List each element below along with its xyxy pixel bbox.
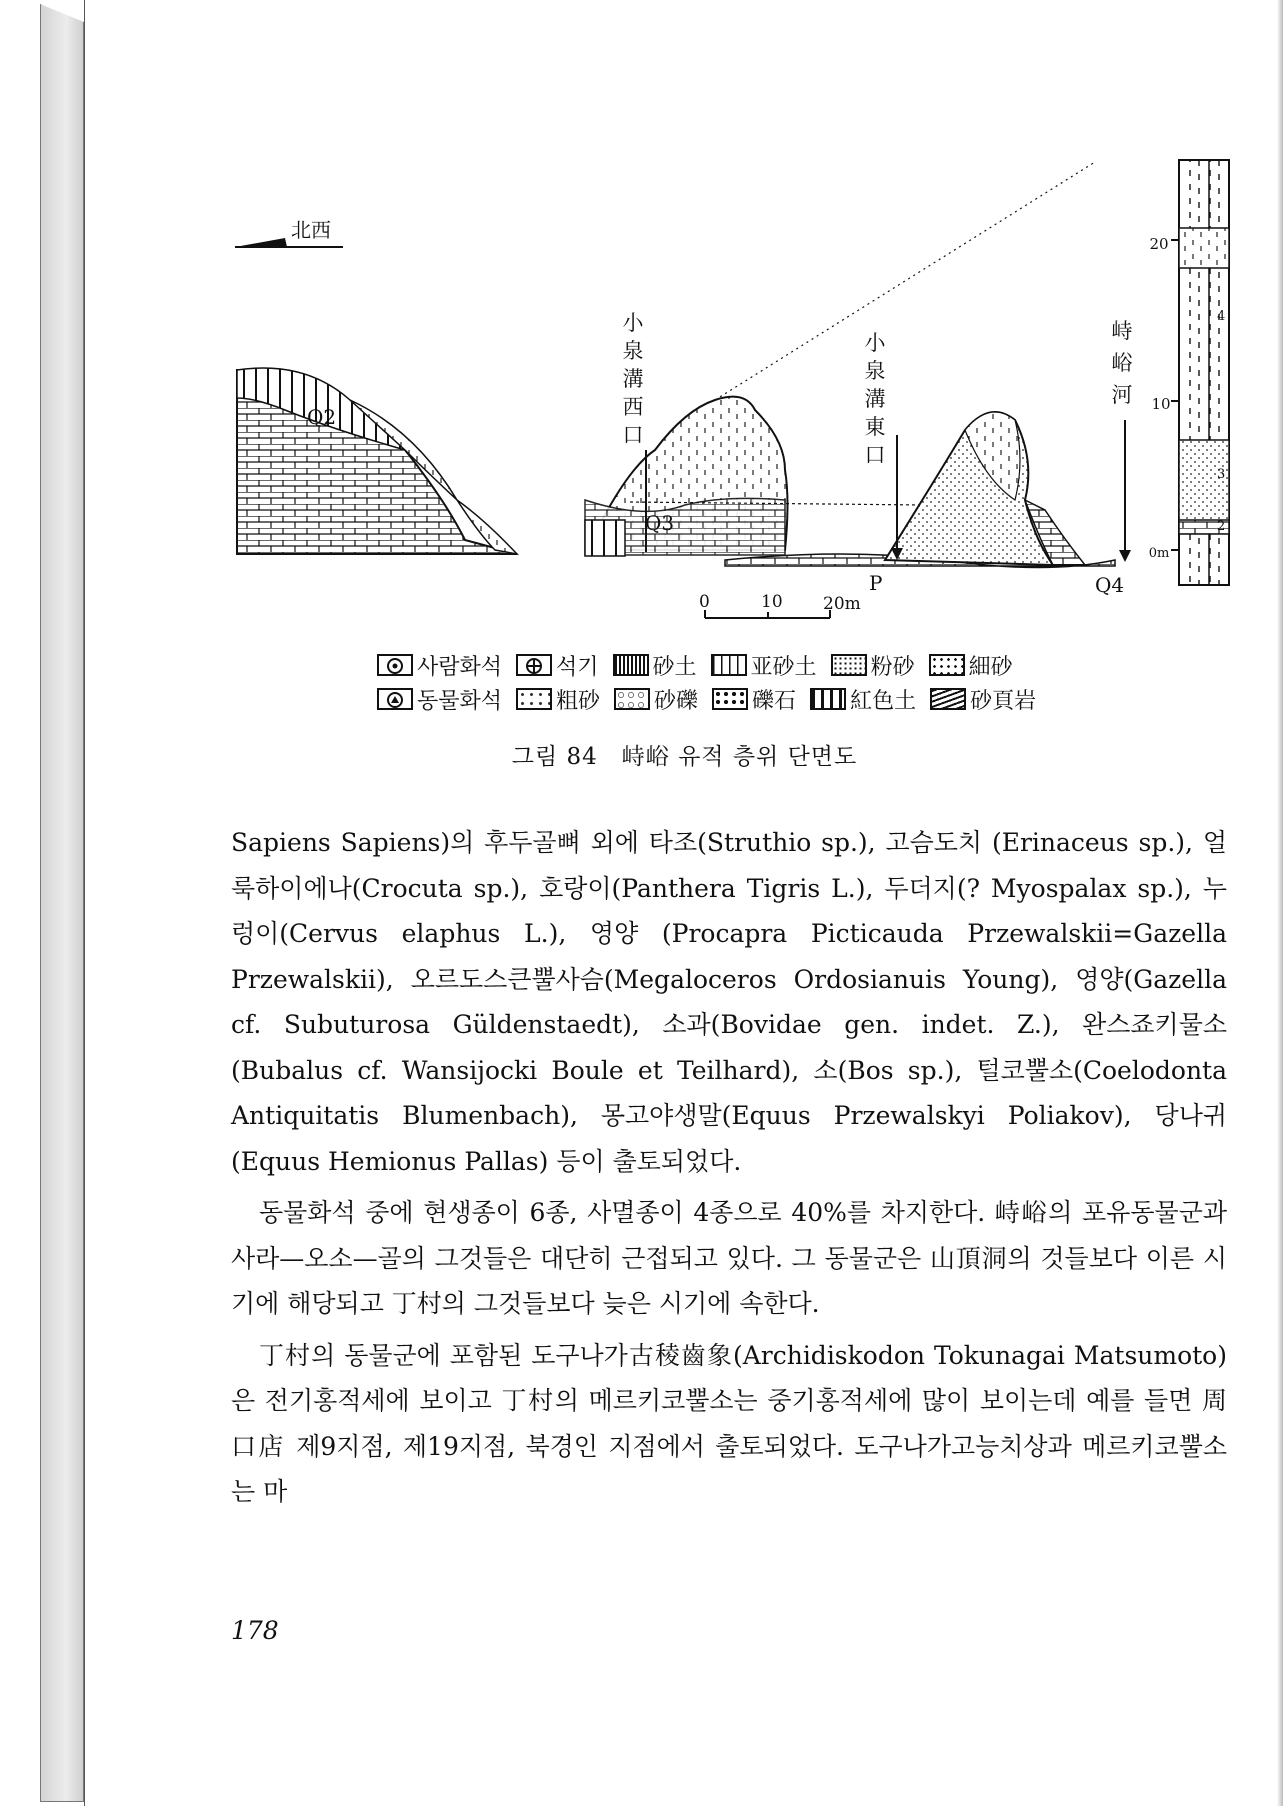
river-char: 河 — [1111, 383, 1133, 407]
legend-label: 砂礫 — [654, 688, 699, 714]
east-mouth-char: 東 — [864, 415, 886, 439]
figure-legend — [377, 648, 1197, 716]
page-number: 178 — [231, 1616, 279, 1645]
legend-item — [929, 650, 1013, 681]
left-slope-q2 — [237, 368, 517, 554]
east-mouth-char: 小 — [864, 331, 886, 355]
q2-label: Q2 — [307, 405, 337, 429]
human-fossil-icon — [377, 654, 413, 676]
stone-tool-icon — [516, 654, 552, 676]
animal-fossil-icon — [377, 688, 413, 710]
west-mouth-char: 小 — [622, 311, 644, 335]
legend-item — [377, 650, 502, 681]
scale-tick: 0 — [699, 592, 710, 612]
river-marker — [1112, 319, 1134, 562]
legend-item — [712, 684, 796, 715]
sub-sandy-soil-pattern — [711, 654, 747, 676]
legend-label: 동물화석 — [417, 688, 503, 714]
p-label: P — [869, 571, 883, 595]
stratigraphic-column — [1149, 160, 1229, 585]
column-tick: 20 — [1149, 235, 1169, 253]
paragraph: 丁村의 동물군에 포함된 도구나가古稜齒象(Archidiskodon Tokunagai Matsumoto)은 전기홍적세에 보이고 丁村의 메르키코뿔소는 중기홍적세에 많이 보이는데 예를 들면 周口店 제9지점, 제19지점, 북경인 지점에서 출토되었다. 도구나가고능치상과 메르키코뿔소는 마 — [231, 1340, 1227, 1506]
sandy-soil-pattern — [613, 654, 649, 676]
west-mouth-char: 溝 — [622, 367, 644, 391]
legend-item — [810, 684, 916, 715]
stratigraphic-section-figure — [85, 0, 1283, 640]
book-page — [84, 0, 1283, 1806]
red-soil-pattern — [810, 688, 846, 710]
legend-label: 細砂 — [968, 654, 1013, 680]
river-char: 峙 — [1111, 319, 1133, 343]
legend-label: 粉砂 — [870, 654, 915, 680]
body-text — [231, 820, 1227, 1515]
sandy-shale-pattern — [930, 688, 966, 710]
legend-item — [516, 650, 599, 681]
legend-item — [614, 684, 698, 715]
legend-label: 紅色土 — [850, 688, 917, 714]
river-char: 峪 — [1111, 351, 1133, 375]
east-mouth-char: 泉 — [864, 359, 886, 383]
legend-item — [377, 684, 502, 715]
legend-item — [516, 684, 600, 715]
scale-tick: 10 — [761, 592, 783, 612]
legend-label: 亚砂土 — [750, 654, 817, 680]
legend-row — [377, 682, 1197, 716]
sandy-gravel-pattern — [614, 688, 650, 710]
q3-label: Q3 — [645, 511, 675, 535]
scale-bar — [699, 592, 861, 618]
column-tick: 10 — [1151, 395, 1171, 413]
scale-tick: 20m — [823, 594, 861, 614]
column-tick: 0m — [1148, 546, 1170, 561]
figure-caption: 그림 84 峙峪 유적 층위 단면도 — [511, 744, 858, 770]
east-mouth-char: 溝 — [864, 387, 886, 411]
q4-label: Q4 — [1095, 573, 1125, 597]
east-mouth-char: 口 — [864, 443, 886, 467]
paragraph: 동물화석 중에 현생종이 6종, 사멸종이 4종으로 40%를 차지한다. 峙峪의 포유동물군과 사라—오소—골의 그것들은 대단히 근접되고 있다. 그 동물군은 山頂洞의 것들보다 이른 시기에 해당되고 丁村의 그것들보다 늦은 시기에 속한다. — [231, 1198, 1227, 1318]
west-mouth-char: 西 — [622, 395, 644, 419]
fine-sand-pattern — [929, 654, 965, 676]
legend-label: 礫石 — [752, 688, 797, 714]
west-mouth-char: 泉 — [622, 339, 644, 363]
legend-item — [930, 684, 1036, 715]
legend-label: 粗砂 — [556, 688, 601, 714]
legend-label: 사람화석 — [417, 654, 503, 680]
legend-item — [831, 650, 915, 681]
column-number: 2 — [1217, 519, 1226, 534]
gravel-pattern — [712, 688, 748, 710]
silt-pattern — [831, 654, 867, 676]
east-mouth-marker — [865, 331, 904, 560]
paragraph: Sapiens Sapiens)의 후두골뼈 외에 타조(Struthio sp.), 고슴도치 (Erinaceus sp.), 얼룩하이에나(Crocuta sp.), 호랑이(Panthera Tigris L.), 두더지(? Myospalax sp.), 누렁이(Cervus elaphus L.), 영양 (Procapra Picticauda Przewalskii=Gazella Przewalskii), 오르도스큰뿔사슴(Megaloceros Ordosianuis Young), 영양(Gazella cf. Subuturosa Güldenstaedt), 소과(Bovidae gen. indet. Z.), 완스죠키물소(Bubalus cf. Wansijocki Boule et Teilhard), 소(Bos sp.), 털코뿔소(Coelodonta Antiquitatis Blumenbach), 몽고야생말(Equus Przewalskyi Poliakov), 당나귀(Equus Hemionus Pallas) 등이 출토되었다. — [231, 828, 1227, 1176]
column-number: 3 — [1217, 467, 1226, 482]
legend-label: 砂頁岩 — [970, 688, 1037, 714]
legend-item — [613, 650, 697, 681]
column-number: 4 — [1217, 309, 1226, 324]
west-mouth-char: 口 — [622, 423, 644, 447]
right-hill — [885, 412, 1124, 597]
legend-label: 석기 — [556, 654, 599, 680]
coarse-sand-pattern — [516, 688, 552, 710]
legend-label: 砂土 — [652, 654, 697, 680]
legend-row — [377, 648, 1197, 682]
direction-indicator — [235, 218, 343, 247]
legend-item — [711, 650, 817, 681]
book-spine — [40, 4, 84, 1802]
correlation-line — [715, 162, 1095, 400]
direction-label: 北西 — [291, 218, 331, 242]
